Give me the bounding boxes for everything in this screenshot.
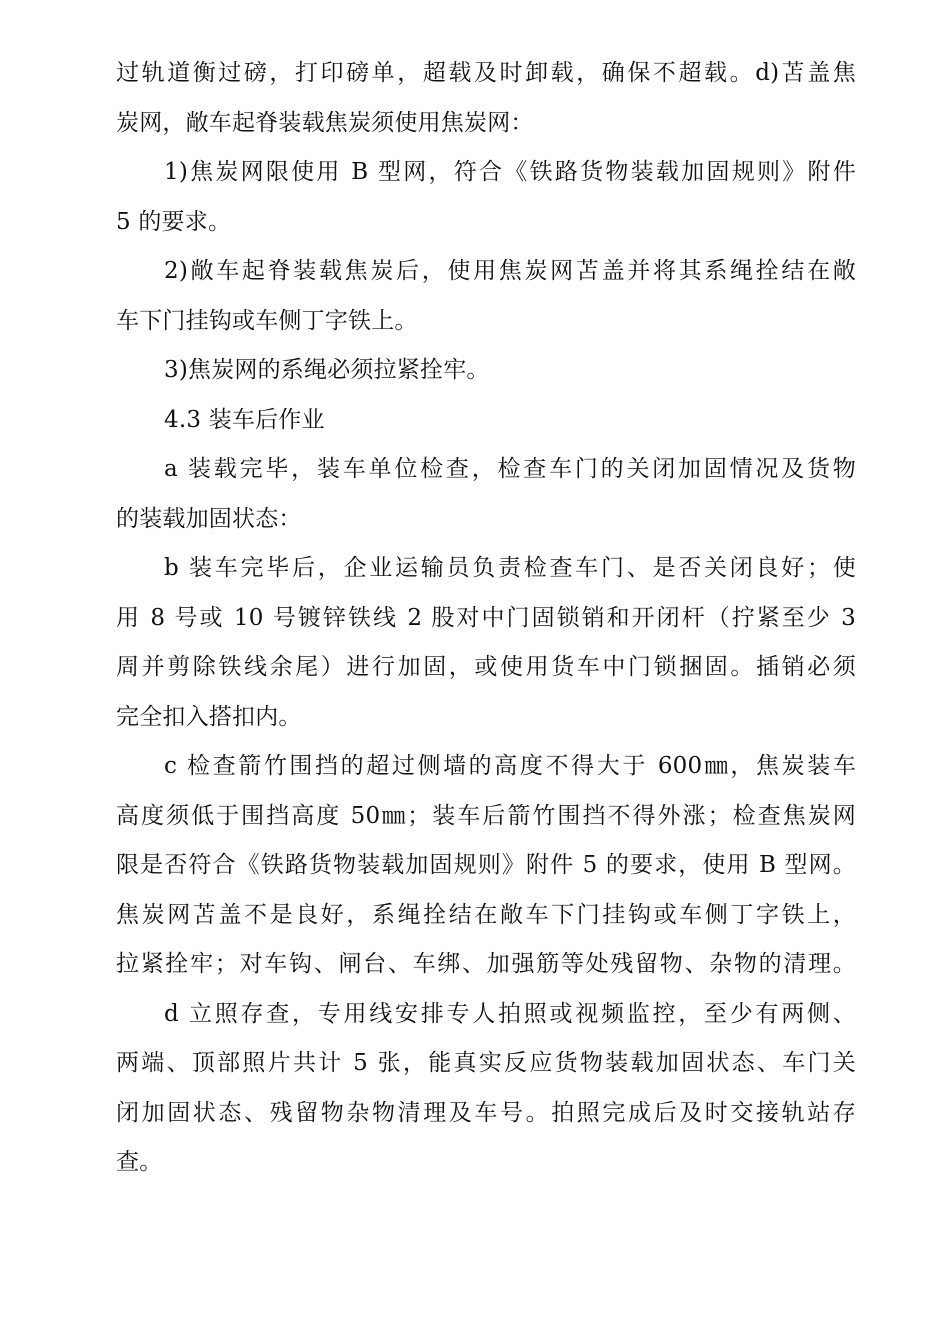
text-line: 查。 — [116, 1149, 163, 1175]
section-heading: 4.3 装车后作业 — [164, 406, 325, 433]
text-line: 车下门挂钩或车侧丁字铁上。 — [116, 307, 418, 334]
text-line: 拉紧拴牢；对车钩、闸台、车绑、加强筋等处残留物、杂物的清理。 — [116, 951, 856, 977]
text-line: 闭加固状态、残留物杂物清理及车号。拍照完成后及时交接轨站存 — [116, 1099, 856, 1126]
text-line: 5 的要求。 — [116, 208, 232, 235]
text-line: 1)焦炭网限使用 B 型网，符合《铁路货物装载加固规则》附件 — [164, 159, 856, 185]
text-line: d 立照存查，专用线安排专人拍照或视频监控，至少有两侧、 — [164, 1000, 856, 1027]
document-body — [116, 49, 856, 1188]
text-line: b 装车完毕后，企业运输员负责检查车门、是否关闭良好；使 — [164, 555, 856, 581]
text-line: a 装载完毕，装车单位检查，检查车门的关闭加固情况及货物 — [164, 456, 856, 482]
text-line: 用 8 号或 10 号镀锌铁线 2 股对中门固锁销和开闭杆（拧紧至少 3 — [116, 604, 856, 631]
text-line: 3)焦炭网的系绳必须拉紧拴牢。 — [164, 357, 490, 383]
text-line: 炭网，敞车起脊装载焦炭须使用焦炭网： — [116, 109, 534, 136]
text-line: 的装载加固状态： — [116, 505, 302, 532]
text-line: 2)敞车起脊装载焦炭后，使用焦炭网苫盖并将其系绳拴结在敞 — [164, 258, 856, 284]
text-line: 焦炭网苫盖不是良好，系绳拴结在敞车下门挂钩或车侧丁字铁上， — [116, 901, 856, 928]
text-line: 周并剪除铁线余尾）进行加固，或使用货车中门锁捆固。插销必须 — [116, 654, 856, 680]
text-line: 两端、顶部照片共计 5 张，能真实反应货物装载加固状态、车门关 — [116, 1050, 856, 1076]
text-line: 限是否符合《铁路货物装载加固规则》附件 5 的要求，使用 B 型网。 — [116, 852, 856, 878]
text-line: 高度须低于围挡高度 50㎜；装车后箭竹围挡不得外涨；检查焦炭网 — [116, 802, 856, 829]
text-line: 过轨道衡过磅，打印磅单，超载及时卸载，确保不超载。d)苫盖焦 — [116, 60, 856, 86]
text-line: c 检查箭竹围挡的超过侧墙的高度不得大于 600㎜，焦炭装车 — [164, 753, 856, 779]
text-line: 完全扣入搭扣内。 — [116, 703, 302, 730]
